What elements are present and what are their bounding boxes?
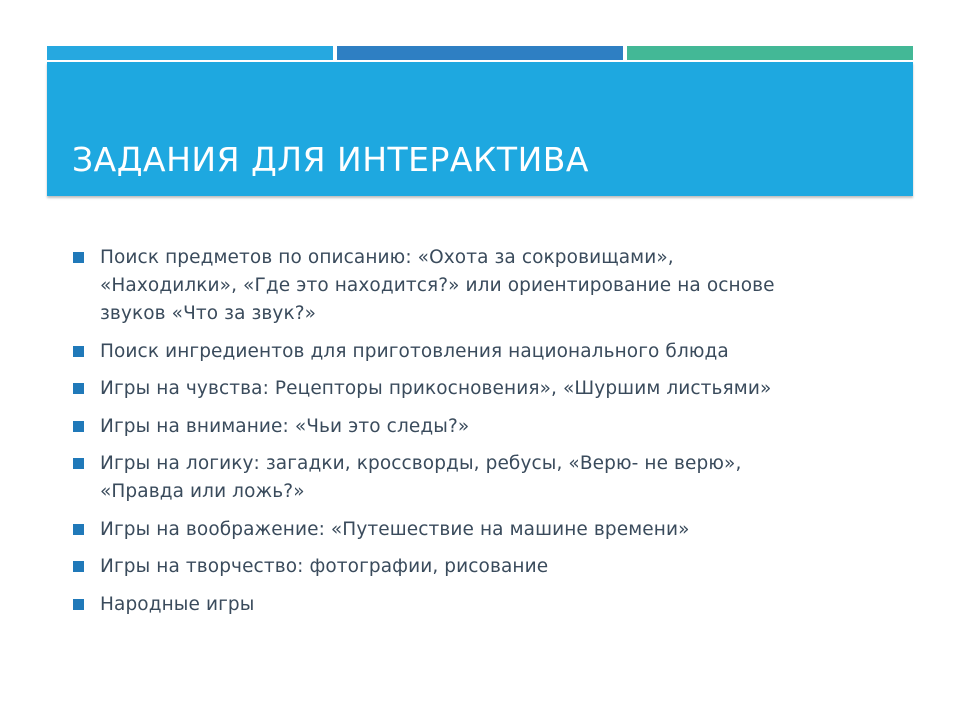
bullet-item	[73, 375, 873, 403]
bullet-text-line: Игры на воображение: «Путешествие на машине времени»	[100, 518, 690, 540]
bullet-item	[73, 450, 873, 506]
bullet-text-line: звуков «Что за звук?»	[100, 303, 317, 324]
square-bullet-icon	[73, 421, 84, 432]
accent-stripe-left	[47, 46, 333, 60]
slide-title: ЗАДАНИЯ ДЛЯ ИНТЕРАКТИВА	[72, 140, 589, 179]
bullet-text-line: «Находилки», «Где это находится?» или ориентирование на основе	[100, 275, 775, 296]
bullet-text-line: Народные игры	[100, 593, 255, 615]
square-bullet-icon	[73, 383, 84, 394]
bullet-text-line: Игры на творчество: фотографии, рисование	[100, 556, 549, 577]
square-bullet-icon	[73, 458, 84, 469]
square-bullet-icon	[73, 524, 84, 535]
bullet-item	[73, 338, 873, 366]
bullet-text-line: Поиск ингредиентов для приготовления национального блюда	[100, 340, 729, 362]
accent-stripe-middle	[337, 46, 623, 60]
accent-stripe-right	[627, 46, 913, 60]
square-bullet-icon	[73, 252, 84, 263]
square-bullet-icon	[73, 561, 84, 572]
bullet-item	[73, 244, 873, 328]
square-bullet-icon	[73, 346, 84, 357]
title-band	[47, 62, 913, 196]
bullet-item	[73, 591, 873, 619]
bullet-item	[73, 413, 873, 441]
bullet-text-line: Игры на внимание: «Чьи это следы?»	[100, 415, 470, 437]
bullet-text-line: Игры на логику: загадки, кроссворды, ребусы, «Верю- не верю»,	[100, 453, 742, 474]
bullet-list	[73, 244, 873, 628]
bullet-item	[73, 516, 873, 544]
bullet-text-line: Игры на чувства: Рецепторы прикосновения», «Шуршим листьями»	[100, 378, 772, 399]
bullet-text-line: Поиск предметов по описанию: «Охота за сокровищами»,	[100, 247, 674, 268]
square-bullet-icon	[73, 599, 84, 610]
bullet-item	[73, 553, 873, 581]
bullet-text-line: «Правда или ложь?»	[100, 481, 305, 502]
